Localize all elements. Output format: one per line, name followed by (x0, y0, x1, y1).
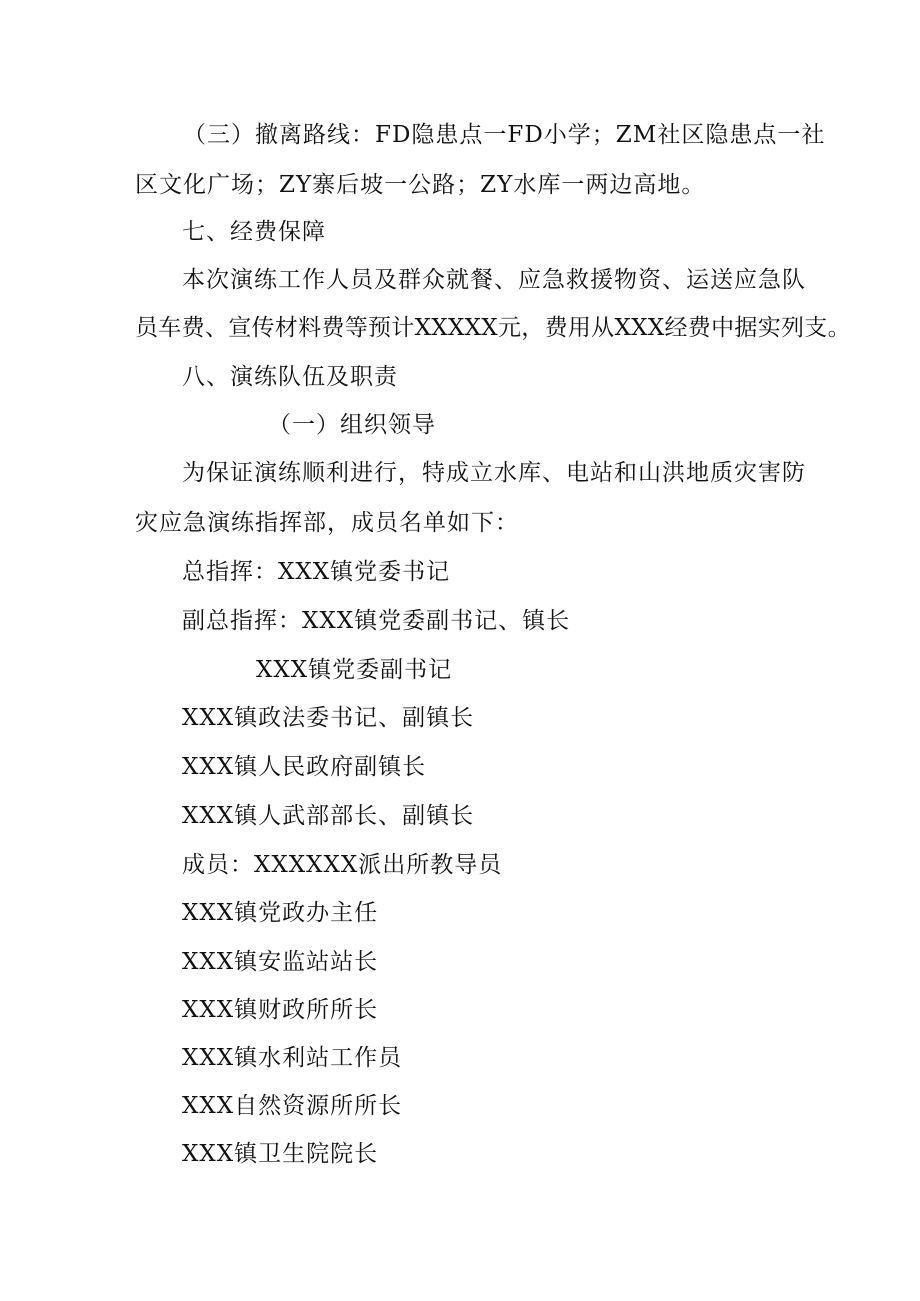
member-line: XXX镇人武部部长、副镇长 (182, 803, 475, 829)
member-line: 总指挥：XXX镇党委书记 (182, 559, 451, 585)
member-line: XXX自然资源所所长 (182, 1093, 403, 1119)
section-heading: 七、经费保障 (182, 219, 326, 245)
member-line: XXX镇水利站工作员 (182, 1045, 403, 1071)
paragraph-line: 区文化广场；ZY寨后坡一公路；ZY水库一两边高地。 (135, 172, 706, 198)
paragraph-line: 为保证演练顺利进行，特成立水库、电站和山洪地质灾害防 (182, 460, 806, 486)
member-line: XXX镇党委副书记 (256, 657, 453, 683)
paragraph-line: 本次演练工作人员及群众就餐、应急救援物资、运送应急队 (182, 267, 806, 293)
member-line: XXX镇财政所所长 (182, 997, 379, 1023)
member-line: 副总指挥：XXX镇党委副书记、镇长 (182, 608, 571, 634)
member-line: XXX镇安监站站长 (182, 949, 379, 975)
member-line: XXX镇人民政府副镇长 (182, 754, 427, 780)
member-line: XXX镇党政办主任 (182, 900, 379, 926)
member-line: 成员：XXXXXX派出所教导员 (182, 852, 503, 878)
paragraph-line: （三）撤离路线：FD隐患点一FD小学；ZM社区隐患点一社 (183, 122, 826, 148)
member-line: XXX镇政法委书记、副镇长 (182, 705, 475, 731)
paragraph-line: 员车费、宣传材料费等预计XXXXX元，费用从XXX经费中据实列支。 (135, 315, 851, 341)
member-line: XXX镇卫生院院长 (182, 1141, 379, 1167)
subsection-heading: （一）组织领导 (268, 412, 436, 438)
paragraph-line: 灾应急演练指挥部，成员名单如下： (135, 510, 519, 536)
section-heading: 八、演练队伍及职责 (182, 364, 398, 390)
